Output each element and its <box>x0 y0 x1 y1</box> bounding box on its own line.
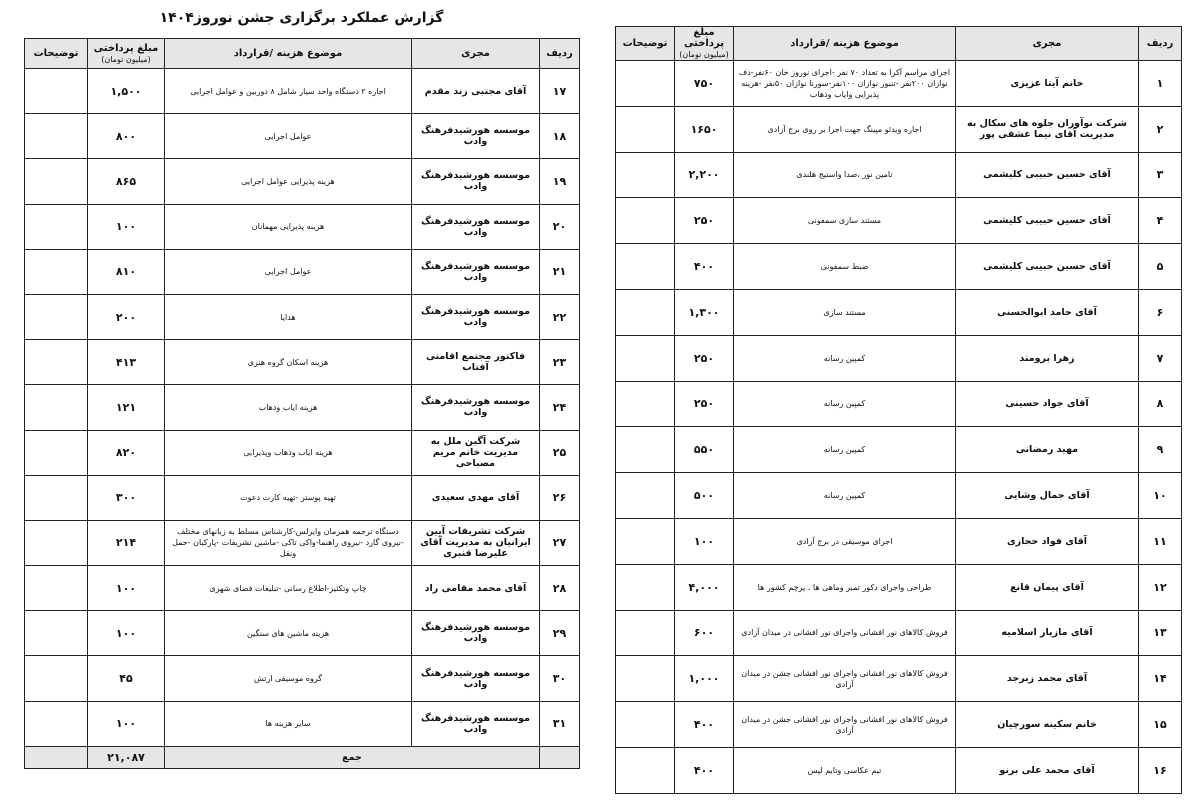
row-notes <box>25 701 88 746</box>
row-notes <box>25 249 88 294</box>
row-executor: موسسه هورشیدفرهنگ وادب <box>412 701 540 746</box>
header-amount-label: مبلغ پرداختی <box>93 42 159 54</box>
table-row <box>616 564 1182 610</box>
row-notes <box>616 656 675 702</box>
row-index: ۱۶ <box>1139 747 1182 793</box>
row-index: ۱۹ <box>540 159 580 204</box>
row-index: ۳۰ <box>540 656 580 701</box>
table-row <box>616 244 1182 290</box>
row-amount: ۸۶۵ <box>88 159 165 204</box>
row-index: ۲ <box>1139 106 1182 152</box>
row-index: ۲۹ <box>540 611 580 656</box>
row-index: ۱۳ <box>1139 610 1182 656</box>
row-executor: موسسه هورشیدفرهنگ وادب <box>412 204 540 249</box>
row-executor: آقای حسین حبیبی کلیشمی <box>956 198 1139 244</box>
row-index: ۳ <box>1139 152 1182 198</box>
table-row <box>25 114 580 159</box>
row-subject: اجرای مراسم آکرا به تعداد ۷۰ نفر -اجرای نوروز خان ۶۰نفر-دف نوازان ۲۰۰نفر -تنبور نوازان ۱۰۰نفر-سورنا نوازان ۵۰نفر -هزینه پذیرایی وایاب وذهاب <box>734 61 956 107</box>
row-amount: ۱۰۰ <box>88 566 165 611</box>
row-executor: آقای حامد ابوالحسنی <box>956 289 1139 335</box>
total-amount: ۲۱,۰۸۷ <box>88 746 165 768</box>
row-amount: ۵۵۰ <box>675 427 734 473</box>
table-row <box>616 381 1182 427</box>
row-notes <box>616 289 675 335</box>
row-amount: ۴۱۳ <box>88 340 165 385</box>
table-row <box>616 702 1182 748</box>
header-idx: ردیف <box>540 39 580 69</box>
table-row <box>616 61 1182 107</box>
row-executor: زهرا برومند <box>956 335 1139 381</box>
header-notes: توضیحات <box>616 27 675 61</box>
row-amount: ۷۵۰ <box>675 61 734 107</box>
row-notes <box>25 611 88 656</box>
row-notes <box>616 610 675 656</box>
row-amount: ۲۵۰ <box>675 335 734 381</box>
table-row <box>616 198 1182 244</box>
header-idx: ردیف <box>1139 27 1182 61</box>
row-amount: ۱۰۰ <box>88 701 165 746</box>
row-index: ۲۷ <box>540 520 580 565</box>
row-index: ۲۸ <box>540 566 580 611</box>
header-amount-unit: (میلیون تومان) <box>679 50 729 59</box>
table-row <box>25 430 580 475</box>
table-row <box>616 518 1182 564</box>
row-notes <box>25 159 88 204</box>
row-executor: آقای محمد زبرجد <box>956 656 1139 702</box>
row-executor: خانم آیتا عزیزی <box>956 61 1139 107</box>
row-subject: فروش کالاهای نور افشانی واجرای نور افشانی جشن در میدان آزادی <box>734 656 956 702</box>
row-subject: طراحی واجرای دکور تمبر وماهی ها ، پرچم کشور ها <box>734 564 956 610</box>
row-amount: ۴۰۰ <box>675 747 734 793</box>
table-header-row <box>25 39 580 69</box>
table-row <box>616 152 1182 198</box>
row-executor: آقای حسین حبیبی کلیشمی <box>956 152 1139 198</box>
row-notes <box>616 106 675 152</box>
header-amount <box>88 39 165 69</box>
row-executor: آقای جمال وشایی <box>956 473 1139 519</box>
row-executor: آقای محمد علی برنو <box>956 747 1139 793</box>
row-subject: سایر هزینه ها <box>165 701 412 746</box>
row-notes <box>25 114 88 159</box>
table-row <box>616 427 1182 473</box>
row-subject: ضبط سمفونی <box>734 244 956 290</box>
table-body-left <box>25 69 580 747</box>
header-notes: توضیحات <box>25 39 88 69</box>
table-row <box>25 204 580 249</box>
table-body-right <box>616 61 1182 794</box>
row-executor: موسسه هورشیدفرهنگ وادب <box>412 114 540 159</box>
row-notes <box>25 294 88 339</box>
row-index: ۷ <box>1139 335 1182 381</box>
row-index: ۱۱ <box>1139 518 1182 564</box>
row-amount: ۸۱۰ <box>88 249 165 294</box>
table-row <box>616 289 1182 335</box>
expense-table-left <box>24 38 580 769</box>
table-row <box>25 611 580 656</box>
row-index: ۲۱ <box>540 249 580 294</box>
row-executor: شرکت آگین ملل به مدیریت خانم مریم مصباحی <box>412 430 540 475</box>
row-executor: شرکت نوآوران جلوه های سکال به مدیریت آقای نیما عشقی پور <box>956 106 1139 152</box>
row-index: ۲۶ <box>540 475 580 520</box>
row-executor: شرکت تشریفات آیین ایرانیان به مدیریت آقای علیرضا قنبری <box>412 520 540 565</box>
row-notes <box>616 61 675 107</box>
table-row <box>25 249 580 294</box>
row-executor: آقای جواد حسینی <box>956 381 1139 427</box>
row-amount: ۸۲۰ <box>88 430 165 475</box>
row-subject: فروش کالاهای نور افشانی واجرای نور افشانی جشن در میدان آزادی <box>734 702 956 748</box>
row-subject: هزینه اسکان گروه هنری <box>165 340 412 385</box>
row-subject: گروه موسیقی ارتش <box>165 656 412 701</box>
row-index: ۱ <box>1139 61 1182 107</box>
row-executor: موسسه هورشیدفرهنگ وادب <box>412 294 540 339</box>
table-row <box>25 159 580 204</box>
row-index: ۱۴ <box>1139 656 1182 702</box>
row-executor: موسسه هورشیدفرهنگ وادب <box>412 611 540 656</box>
row-subject: اجاره ۲ دستگاه واحد سیار شامل ۸ دوربین و عوامل اجرایی <box>165 69 412 114</box>
row-index: ۳۱ <box>540 701 580 746</box>
row-subject: هزینه پذیرایی مهمانان <box>165 204 412 249</box>
header-executor: مجری <box>956 27 1139 61</box>
row-executor: آقای مازیار اسلامیه <box>956 610 1139 656</box>
row-index: ۲۴ <box>540 385 580 430</box>
row-subject: تامین نور ،صدا واستیج هلندی <box>734 152 956 198</box>
row-notes <box>25 475 88 520</box>
row-notes <box>25 69 88 114</box>
row-notes <box>616 427 675 473</box>
row-index: ۲۳ <box>540 340 580 385</box>
row-notes <box>25 385 88 430</box>
row-index: ۱۲ <box>1139 564 1182 610</box>
row-amount: ۳۰۰ <box>88 475 165 520</box>
table-row <box>25 701 580 746</box>
header-executor: مجری <box>412 39 540 69</box>
header-amount-label: مبلغ پرداختی <box>684 27 724 49</box>
row-executor: موسسه هورشیدفرهنگ وادب <box>412 249 540 294</box>
table-row <box>616 610 1182 656</box>
row-subject: تیم عکاسی وتایم لپس <box>734 747 956 793</box>
row-amount: ۱۰۰ <box>88 204 165 249</box>
row-subject: عوامل اجرایی <box>165 114 412 159</box>
row-executor: آقای فواد حجازی <box>956 518 1139 564</box>
table-row <box>616 473 1182 519</box>
row-index: ۱۸ <box>540 114 580 159</box>
table-row <box>25 385 580 430</box>
row-subject: هزینه ایاب وذهاب <box>165 385 412 430</box>
row-index: ۶ <box>1139 289 1182 335</box>
row-notes <box>616 198 675 244</box>
header-amount <box>675 27 734 61</box>
row-subject: عوامل اجرایی <box>165 249 412 294</box>
row-amount: ۱۲۱ <box>88 385 165 430</box>
total-notes-cell <box>25 746 88 768</box>
row-amount: ۲۰۰ <box>88 294 165 339</box>
row-amount: ۵۰۰ <box>675 473 734 519</box>
row-notes <box>616 381 675 427</box>
row-subject: مستند سازی <box>734 289 956 335</box>
row-amount: ۱۶۵۰ <box>675 106 734 152</box>
row-notes <box>616 518 675 564</box>
row-executor: موسسه هورشیدفرهنگ وادب <box>412 159 540 204</box>
row-subject: هدایا <box>165 294 412 339</box>
table-row <box>25 340 580 385</box>
row-amount: ۸۰۰ <box>88 114 165 159</box>
row-notes <box>616 564 675 610</box>
row-executor: خانم سکینه سورچیان <box>956 702 1139 748</box>
row-index: ۹ <box>1139 427 1182 473</box>
row-executor: آقای پیمان قانع <box>956 564 1139 610</box>
table-row <box>616 106 1182 152</box>
row-executor: آقای مجتبی زند مقدم <box>412 69 540 114</box>
row-amount: ۲۵۰ <box>675 381 734 427</box>
row-amount: ۱,۰۰۰ <box>675 656 734 702</box>
row-amount: ۴,۰۰۰ <box>675 564 734 610</box>
row-index: ۵ <box>1139 244 1182 290</box>
table-header-row <box>616 27 1182 61</box>
row-notes <box>25 340 88 385</box>
row-notes <box>25 566 88 611</box>
row-notes <box>616 244 675 290</box>
row-notes <box>616 335 675 381</box>
row-amount: ۴۵ <box>88 656 165 701</box>
row-subject: هزینه پذیرایی عوامل اجرایی <box>165 159 412 204</box>
row-subject: هزینه ایاب وذهاب وپذیرایی <box>165 430 412 475</box>
table-row <box>25 69 580 114</box>
row-subject: تهیه پوستر -تهیه کارت دعوت <box>165 475 412 520</box>
row-subject: هزینه ماشین های سنگین <box>165 611 412 656</box>
total-row <box>25 746 580 768</box>
row-subject: چاپ وتکثیر-اطلاع رسانی -تبلیغات فضای شهری <box>165 566 412 611</box>
row-executor: آقای مهدی سعیدی <box>412 475 540 520</box>
table-row <box>25 520 580 565</box>
row-amount: ۴۰۰ <box>675 244 734 290</box>
row-index: ۱۰ <box>1139 473 1182 519</box>
row-amount: ۱,۵۰۰ <box>88 69 165 114</box>
row-notes <box>25 430 88 475</box>
table-row <box>616 747 1182 793</box>
table-row <box>616 656 1182 702</box>
row-subject: کمپین رسانه <box>734 473 956 519</box>
row-amount: ۲,۲۰۰ <box>675 152 734 198</box>
table-row <box>25 566 580 611</box>
row-subject: مستند سازی سمفونی <box>734 198 956 244</box>
row-executor: آقای حسین حبیبی کلیشمی <box>956 244 1139 290</box>
row-amount: ۴۰۰ <box>675 702 734 748</box>
header-amount-unit: (میلیون تومان) <box>101 54 151 64</box>
row-notes <box>616 473 675 519</box>
row-executor: موسسه هورشیدفرهنگ وادب <box>412 385 540 430</box>
page-title: گزارش عملکرد برگزاری جشن نوروز۱۴۰۴ <box>159 10 444 26</box>
row-subject: دستگاه ترجمه همزمان وایرلس-کارشناس مسلط به زبانهای مختلف -نیروی گارد -نیروی راهنما-واکی تاکی -ماشین تشریفات -پارکبان -حمل ونقل <box>165 520 412 565</box>
row-executor: مهید رمضانی <box>956 427 1139 473</box>
total-label: جمع <box>165 746 540 768</box>
table-row <box>25 475 580 520</box>
row-index: ۲۵ <box>540 430 580 475</box>
row-notes <box>25 204 88 249</box>
row-subject: اجرای موسیقی در برج آزادی <box>734 518 956 564</box>
row-notes <box>616 702 675 748</box>
row-executor: موسسه هورشیدفرهنگ وادب <box>412 656 540 701</box>
row-index: ۱۵ <box>1139 702 1182 748</box>
row-index: ۲۰ <box>540 204 580 249</box>
header-subject: موضوع هزینه /قرارداد <box>165 39 412 69</box>
table-row <box>25 294 580 339</box>
row-notes <box>25 520 88 565</box>
row-amount: ۲۱۴ <box>88 520 165 565</box>
row-executor: آقای محمد مقامی راد <box>412 566 540 611</box>
row-amount: ۱,۳۰۰ <box>675 289 734 335</box>
row-subject: فروش کالاهای نور افشانی واجرای نور افشانی در میدان آزادی <box>734 610 956 656</box>
row-subject: کمپین رسانه <box>734 381 956 427</box>
table-row <box>616 335 1182 381</box>
row-subject: کمپین رسانه <box>734 427 956 473</box>
header-subject: موضوع هزینه /قرارداد <box>734 27 956 61</box>
row-amount: ۱۰۰ <box>88 611 165 656</box>
row-subject: کمپین رسانه <box>734 335 956 381</box>
row-notes <box>25 656 88 701</box>
row-index: ۲۲ <box>540 294 580 339</box>
expense-table-right <box>615 26 1182 794</box>
table-row <box>25 656 580 701</box>
row-index: ۸ <box>1139 381 1182 427</box>
row-subject: اجاره ویدئو مپینگ جهت اجرا بر روی برج آزادی <box>734 106 956 152</box>
row-index: ۴ <box>1139 198 1182 244</box>
row-executor: فاکتور مجتمع اقامتی آفتاب <box>412 340 540 385</box>
row-amount: ۶۰۰ <box>675 610 734 656</box>
row-amount: ۲۵۰ <box>675 198 734 244</box>
row-notes <box>616 152 675 198</box>
row-notes <box>616 747 675 793</box>
row-amount: ۱۰۰ <box>675 518 734 564</box>
total-idx-cell <box>540 746 580 768</box>
row-index: ۱۷ <box>540 69 580 114</box>
